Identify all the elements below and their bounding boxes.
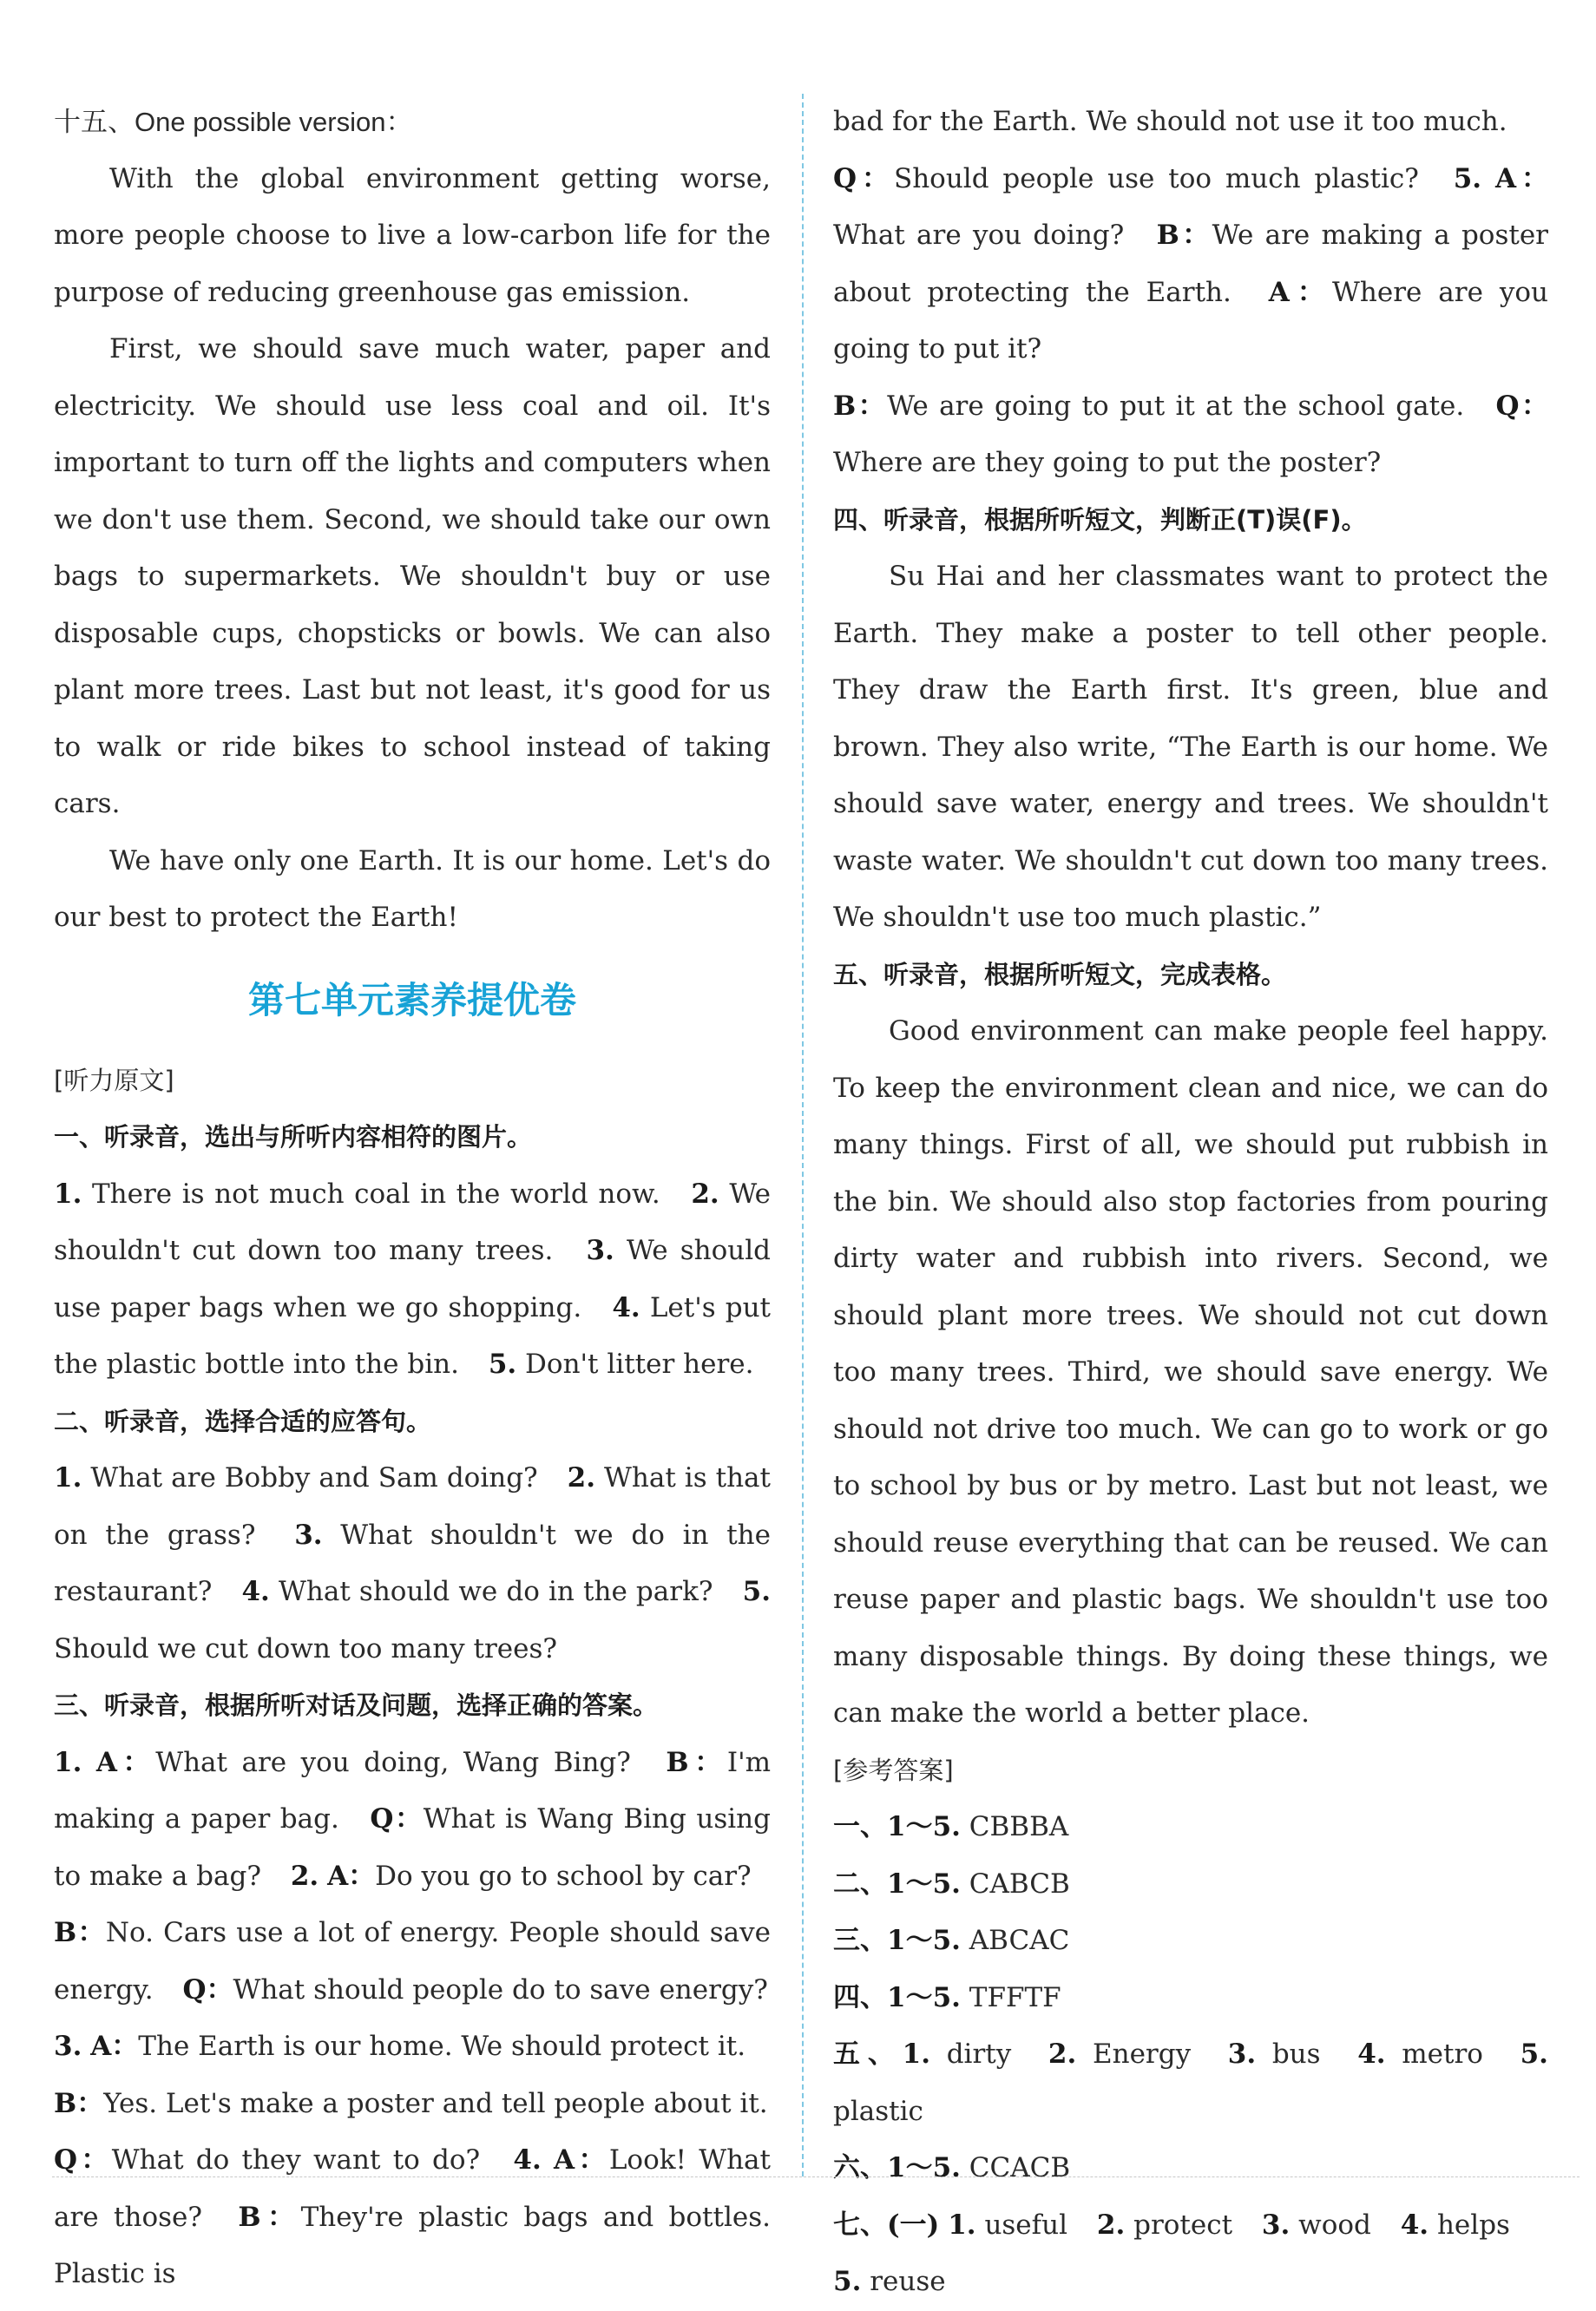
q3-dialogue-continuation: bad for the Earth. We should not use it too much. Q：Should people use too much plastic? 5. A：What are you doing? B：We are making a poster about protecting the Earth. A：Where are you going to put it? B：We are going to put it at the school gate. Q：Where are they going to put the poster? xyxy=(833,106,1549,478)
answer-row-5: 五、1. dirty 2. Energy 3. bus 4. metro 5. plastic xyxy=(833,2039,1548,2127)
listening-transcript-label: [听力原文] xyxy=(54,1065,174,1095)
q5-passage: Good environment can make people feel happy. To keep the environment clean and nice, we can do many things. First of all, we should put rubbish in the bin. We should also stop factories from pouring dirty water and rubbish into rivers. Second, we should plant more trees. We should not cut down too many trees. Third, we should save energy. We should not drive too much. We can go to work or go to school by bus or by metro. Last but not least, we should reuse everything that can be reused. We can reuse paper and plastic bags. We shouldn't use too many disposable things. By doing these things, we can make the world a better place. xyxy=(833,1015,1548,1729)
column-divider xyxy=(802,94,804,2176)
q4-heading: 四、听录音，根据所听短文，判断正(T)误(F)。 xyxy=(833,504,1367,535)
right-column xyxy=(833,94,1548,2311)
answer-row-4: 四、1～5. TFFTF xyxy=(833,1981,1061,2013)
q2-heading: 二、听录音，选择合适的应答句。 xyxy=(54,1406,432,1436)
q3-heading: 三、听录音，根据所听对话及问题，选择正确的答案。 xyxy=(54,1691,659,1720)
q4-passage: Su Hai and her classmates want to protect the Earth. They make a poster to tell other people. They draw the Earth first. It's green, blue and brown. They also write, “The Earth is our home. We should save water, energy and trees. We shouldn't waste water. We shouldn't cut down too many trees. We shouldn't use too much plastic.” xyxy=(833,561,1548,933)
section-15-heading: 十五、One possible version： xyxy=(54,107,413,137)
essay-paragraph-1: With the global environment getting worse, more people choose to live a low-carbon life for the purpose of reducing greenhouse gas emission. xyxy=(54,162,771,308)
essay-paragraph-3: We have only one Earth. It is our home. Let's do our best to protect the Earth! xyxy=(54,844,771,933)
q1-items: 1. There is not much coal in the world now. 2. We shouldn't cut down too many trees. 3. We should use paper bags when we go shopping. 4. Let's put the plastic bottle into the bin. 5. Don't litter here. xyxy=(54,1178,772,1380)
answer-row-7: 七、(一) 1. useful 2. protect 3. wood 4. helps 5. reuse xyxy=(833,2209,1510,2297)
answer-row-2: 二、1～5. CABCB xyxy=(833,1868,1070,1900)
left-column xyxy=(54,94,771,2303)
bottom-rule xyxy=(52,2176,1580,2177)
answer-key-label: [参考答案] xyxy=(833,1755,954,1785)
unit-title: 第七单元素养提优卷 xyxy=(247,978,576,1021)
q1-heading: 一、听录音，选出与所听内容相符的图片。 xyxy=(54,1122,533,1152)
essay-paragraph-2: First, we should save much water, paper and electricity. We should use less coal and oil. It's important to turn off the lights and computers when we don't use them. Second, we should take our own bags to supermarkets. We shouldn't buy or use disposable cups, chopsticks or bowls. We can also plant more trees. Last but not least, it's good for us to walk or ride bikes to school instead of taking cars. xyxy=(54,333,771,819)
q5-heading: 五、听录音，根据所听短文，完成表格。 xyxy=(833,959,1287,989)
q3-dialogues: 1. A：What are you doing, Wang Bing? B：I'm making a paper bag. Q：What is Wang Bing using to make a bag? 2. A：Do you go to school by car? B：No. Cars use a lot of energy. People should save energy. Q：What should people do to save energy? 3. A：The Earth is our home. We should protect it. B：Yes. Let's make a poster and tell people about it. Q：What do they want to do? 4. A：Look! What are those? B：They're plastic bags and bottles. Plastic is xyxy=(54,1746,772,2289)
answer-row-1: 一、1～5. CBBBA xyxy=(833,1811,1069,1842)
q2-items: 1. What are Bobby and Sam doing? 2. What is that on the grass? 3. What shouldn't we do in the restaurant? 4. What should we do in the park? 5. Should we cut down too many trees? xyxy=(54,1462,772,1664)
answer-row-3: 三、1～5. ABCAC xyxy=(833,1925,1070,1956)
answer-row-6: 六、1～5. CCACB xyxy=(833,2152,1071,2183)
